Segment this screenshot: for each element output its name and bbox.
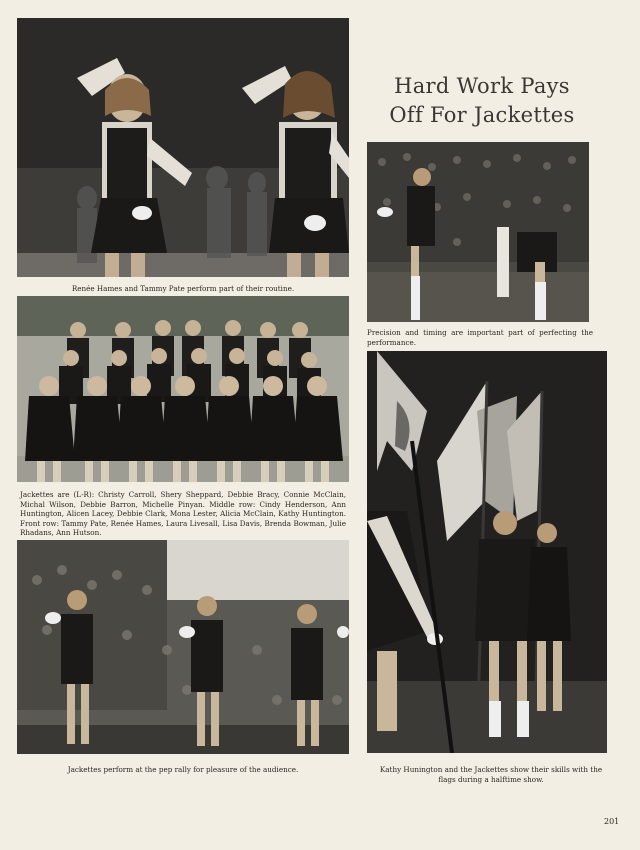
page-number: 201	[604, 817, 620, 826]
headline-line-2: Off For Jackettes	[389, 103, 575, 127]
page-headline	[362, 72, 602, 130]
caption-precision: Precision and timing are important part of perfecting the performance.	[367, 328, 593, 347]
caption-salute: Renée Hames and Tammy Pate perform part of their routine.	[71, 284, 295, 293]
photo-precision	[367, 142, 589, 322]
headline-line-1: Hard Work Pays	[394, 74, 570, 98]
photo-group	[17, 296, 349, 482]
caption-group: Jackettes are (L-R): Christy Carroll, Shery Sheppard, Debbie Bracy, Connie McClain, Michal Wilson, Debbie Barron, Michelle Pinyan. Middle row: Cindy Henderson, Ann Huntington, Alicen Lacey, Debbie Clark, Mona Lester, Alicia McClain, Kathy Huntington. Front row: Tammy Pate, Renée Hames, Laura Livesall, Lisa Davis, Brenda Bowman, Julie Rhadans, Ann Hutson.	[20, 490, 346, 538]
photo-pep-rally	[17, 540, 349, 754]
caption-flags: Kathy Hunington and the Jackettes show their skills with the flags during a halftime show.	[379, 765, 603, 784]
caption-pep-rally: Jackettes perform at the pep rally for pleasure of the audience.	[67, 765, 299, 774]
photo-salute	[17, 18, 349, 277]
photo-flags	[367, 351, 607, 753]
